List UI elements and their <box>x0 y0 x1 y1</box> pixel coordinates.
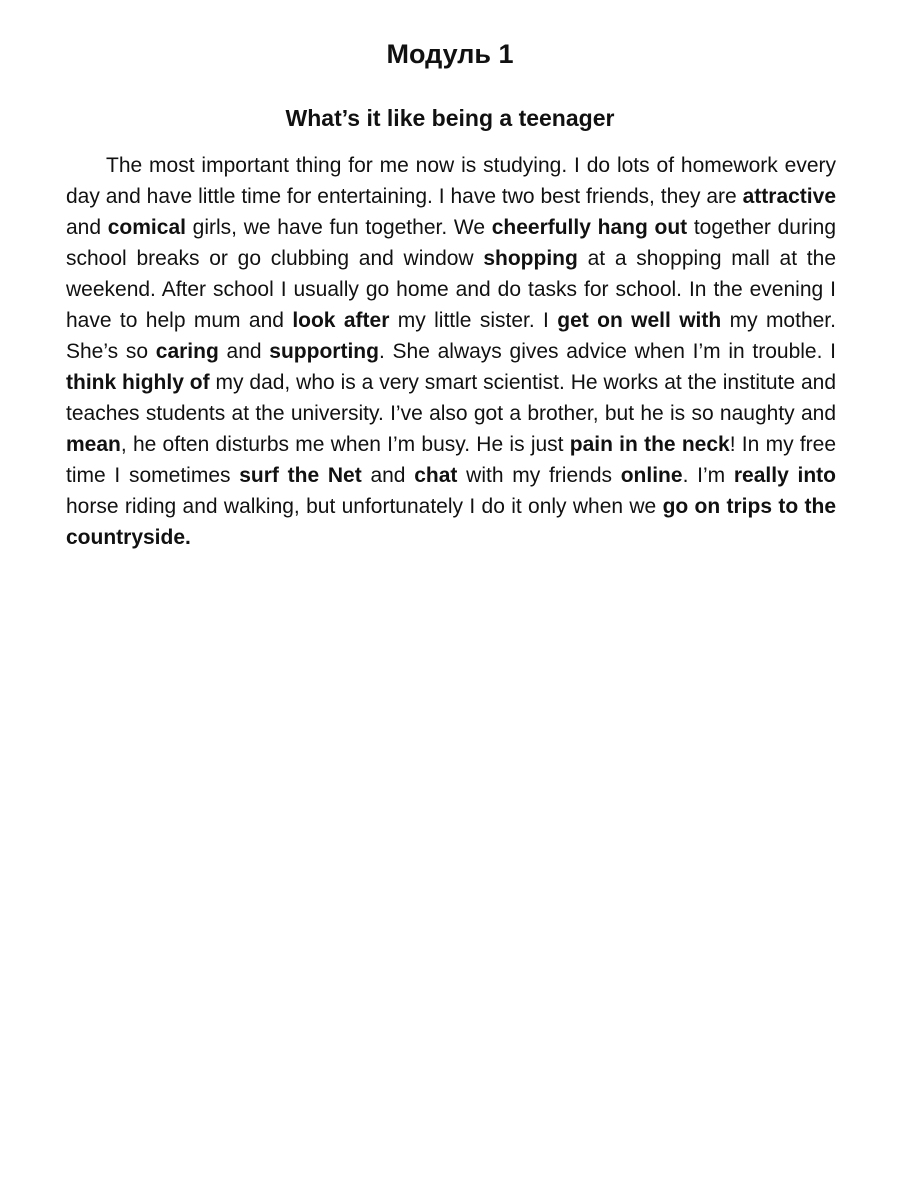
module-title: Модуль 1 <box>386 39 514 69</box>
vocab-term: really into <box>733 464 836 487</box>
text-segment: my mother. She’s so <box>66 309 836 363</box>
text-segment: together during school breaks or go clubbing and window <box>66 216 836 270</box>
vocab-term: think highly of <box>66 371 210 394</box>
text-segment: my little sister. I <box>389 309 558 332</box>
vocab-term: cheerfully hang out <box>491 216 688 239</box>
text-segment: at a shopping mall at the weekend. After school I usually go home and do tasks for school. In the evening I have to help mum and <box>66 247 836 332</box>
text-segment: , he often disturbs me when I’m busy. He is just <box>120 433 570 456</box>
body-paragraph <box>66 150 836 553</box>
text-segment: and <box>218 340 270 363</box>
text-segment: girls, we have fun together. We <box>185 216 492 239</box>
text-segment: and <box>66 216 108 239</box>
text-segment: horse riding and walking, but unfortunately I do it only when we <box>66 495 663 518</box>
section-title: What’s it like being a teenager <box>285 105 615 131</box>
vocab-term: chat <box>414 464 458 487</box>
vocab-term: pain in the neck <box>569 433 730 456</box>
vocab-term: comical <box>107 216 186 239</box>
vocab-term: surf the Net <box>239 464 362 487</box>
text-segment: with my friends <box>457 464 621 487</box>
text-segment: . I’m <box>682 464 734 487</box>
vocab-term: go on trips to the countryside. <box>66 495 836 549</box>
vocab-term: supporting <box>269 340 379 363</box>
text-segment: ! In my free time I sometimes <box>66 433 837 487</box>
text-segment: The most important thing for me now is studying. I do lots of homework every day and have little time for entertaining. I have two best friends, they are <box>66 154 836 208</box>
text-segment: . She always gives advice when I’m in trouble. I <box>378 340 836 363</box>
text-segment: my dad, who is a very smart scientist. He works at the institute and teaches students at the university. I’ve also got a brother, but he is so naughty and <box>66 371 836 425</box>
vocab-term: online <box>620 464 683 487</box>
vocab-term: look after <box>292 309 390 332</box>
vocab-term: attractive <box>742 185 836 208</box>
vocab-term: shopping <box>483 247 578 270</box>
text-segment: and <box>361 464 415 487</box>
vocab-term: caring <box>155 340 219 363</box>
vocab-term: get on well with <box>557 309 722 332</box>
vocab-term: mean <box>66 433 121 456</box>
